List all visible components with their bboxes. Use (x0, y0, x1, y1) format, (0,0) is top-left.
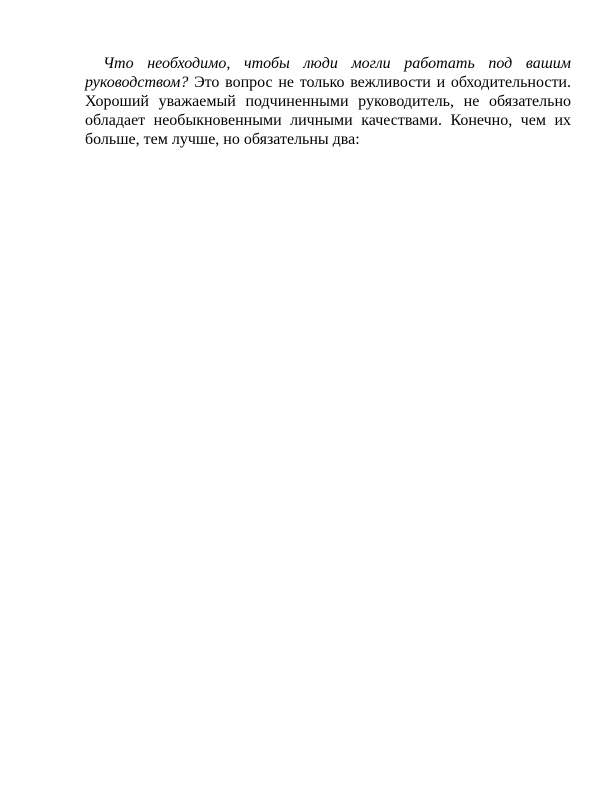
body-paragraph (85, 54, 571, 149)
paragraph-body-text: Это вопрос не только вежливости и обходительности. Хороший уважаемый подчиненными руководитель, не обязательно обладает необыкновенными личными качествами. Конечно, чем их больше, тем лучше, но обязательны два: (85, 74, 571, 148)
italic-question: Что необходимо, чтобы люди могли работать под вашим руководством? (85, 55, 571, 91)
